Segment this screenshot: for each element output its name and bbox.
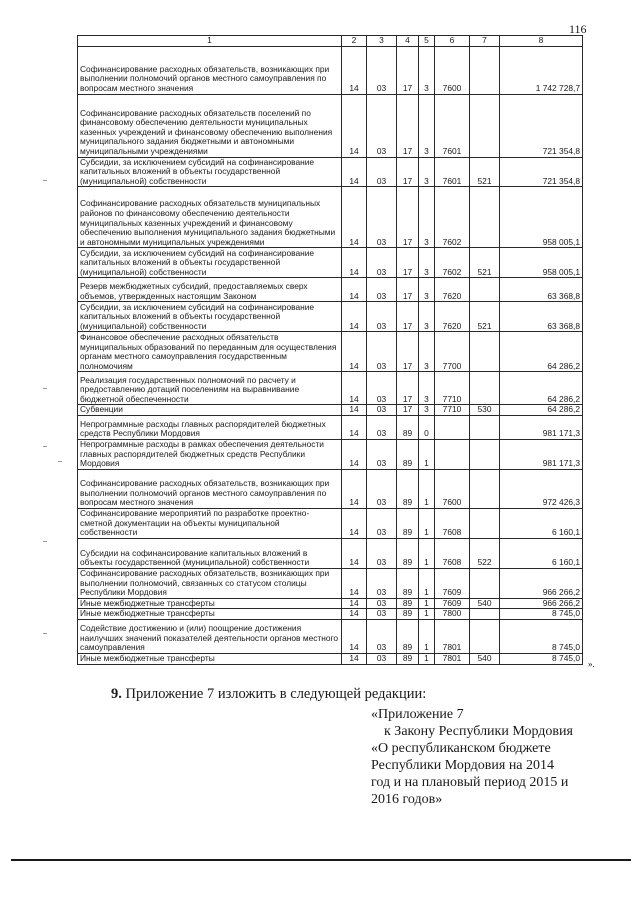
amount-cell: 981 171,3: [500, 439, 583, 469]
code-cell: 14: [342, 94, 367, 157]
code-cell: [470, 332, 500, 372]
code-cell: 03: [367, 508, 397, 538]
code-cell: 03: [367, 94, 397, 157]
row-description: Софинансирование расходных обязательств, возникающих при выполнении полномочий органов местного самоуправления по вопросам местного значения: [78, 469, 342, 508]
row-description: Субсидии, за исключением субсидий на софинансирование капитальных вложений в объекты государственной (муниципальной) собственности: [78, 302, 342, 332]
amount-cell: 972 426,3: [500, 469, 583, 508]
closing-quote: ».: [588, 659, 595, 669]
code-cell: [470, 94, 500, 157]
column-header: 3: [367, 36, 397, 47]
code-cell: 3: [419, 278, 435, 302]
table-header-row: [78, 36, 583, 47]
code-cell: [470, 568, 500, 598]
code-cell: 03: [367, 372, 397, 405]
code-cell: 14: [342, 439, 367, 469]
code-cell: 14: [342, 598, 367, 609]
row-description: Иные межбюджетные трансферты: [78, 598, 342, 609]
table-row: [78, 508, 583, 538]
code-cell: 03: [367, 248, 397, 278]
code-cell: 14: [342, 248, 367, 278]
table-row: [78, 568, 583, 598]
code-cell: 89: [397, 439, 419, 469]
code-cell: 3: [419, 248, 435, 278]
code-cell: [470, 372, 500, 405]
code-cell: 540: [470, 598, 500, 609]
code-cell: 03: [367, 609, 397, 620]
code-cell: 521: [470, 302, 500, 332]
code-cell: 89: [397, 469, 419, 508]
instruction-paragraph: [111, 686, 426, 703]
table-row: [78, 187, 583, 248]
code-cell: 3: [419, 372, 435, 405]
code-cell: 14: [342, 372, 367, 405]
margin-mark: [43, 541, 47, 542]
code-cell: 03: [367, 598, 397, 609]
code-cell: 89: [397, 415, 419, 439]
code-cell: 03: [367, 538, 397, 568]
code-cell: 540: [470, 653, 500, 664]
code-cell: 03: [367, 405, 397, 416]
bottom-rule: [11, 859, 631, 861]
margin-mark: [43, 633, 47, 634]
amount-cell: 64 286,2: [500, 332, 583, 372]
code-cell: [470, 278, 500, 302]
amount-cell: 63 368,8: [500, 278, 583, 302]
code-cell: 14: [342, 415, 367, 439]
appendix-line: «О республиканском бюджете: [371, 741, 551, 756]
code-cell: 1: [419, 598, 435, 609]
appendix-line: Республики Мордовия на 2014: [371, 758, 555, 773]
code-cell: 7800: [435, 609, 470, 620]
code-cell: [435, 439, 470, 469]
code-cell: 14: [342, 332, 367, 372]
code-cell: 17: [397, 278, 419, 302]
margin-mark: [43, 180, 47, 181]
appendix-heading: [371, 706, 621, 808]
row-description: Содействие достижению и (или) поощрение достижения наилучших значений показателей деятельности органов местного самоуправления: [78, 619, 342, 653]
table-row: [78, 469, 583, 508]
amount-cell: 6 160,1: [500, 508, 583, 538]
code-cell: 89: [397, 653, 419, 664]
page-number: 116: [569, 22, 587, 36]
code-cell: [470, 415, 500, 439]
code-cell: 14: [342, 619, 367, 653]
code-cell: 17: [397, 46, 419, 94]
amount-cell: 966 266,2: [500, 568, 583, 598]
amount-cell: 721 354,8: [500, 94, 583, 157]
code-cell: [470, 439, 500, 469]
row-description: Иные межбюджетные трансферты: [78, 653, 342, 664]
column-header: 1: [78, 36, 342, 47]
code-cell: 7600: [435, 46, 470, 94]
table-row: [78, 157, 583, 187]
table-row: [78, 415, 583, 439]
code-cell: 03: [367, 653, 397, 664]
code-cell: 17: [397, 94, 419, 157]
amount-cell: 8 745,0: [500, 619, 583, 653]
code-cell: 7602: [435, 248, 470, 278]
table-row: [78, 278, 583, 302]
amount-cell: 6 160,1: [500, 538, 583, 568]
code-cell: 521: [470, 157, 500, 187]
code-cell: 7620: [435, 278, 470, 302]
row-description: Субсидии на софинансирование капитальных вложений в объекты государственной (муниципальной) собственности: [78, 538, 342, 568]
code-cell: 14: [342, 302, 367, 332]
code-cell: 7710: [435, 372, 470, 405]
code-cell: 521: [470, 248, 500, 278]
code-cell: 89: [397, 598, 419, 609]
code-cell: 3: [419, 46, 435, 94]
code-cell: 7608: [435, 508, 470, 538]
code-cell: 89: [397, 619, 419, 653]
appendix-line: к Закону Республики Мордовия: [384, 724, 573, 739]
code-cell: 89: [397, 568, 419, 598]
table-row: [78, 439, 583, 469]
code-cell: 17: [397, 332, 419, 372]
row-description: Субвенции: [78, 405, 342, 416]
amount-cell: 64 286,2: [500, 405, 583, 416]
code-cell: 03: [367, 469, 397, 508]
code-cell: 14: [342, 46, 367, 94]
code-cell: 89: [397, 508, 419, 538]
table-row: [78, 538, 583, 568]
row-description: Непрограммные расходы главных распорядителей бюджетных средств Республики Мордовия: [78, 415, 342, 439]
row-description: Софинансирование расходных обязательств поселений по финансовому обеспечению деятельности муниципальных казенных учреждений и финансовому обеспечению выполнения муниципального задания бюджетными и автономными муниципальными учреждениями: [78, 94, 342, 157]
code-cell: 03: [367, 157, 397, 187]
code-cell: [470, 619, 500, 653]
code-cell: [470, 609, 500, 620]
code-cell: 522: [470, 538, 500, 568]
code-cell: 530: [470, 405, 500, 416]
code-cell: 1: [419, 609, 435, 620]
row-description: Иные межбюджетные трансферты: [78, 609, 342, 620]
code-cell: 14: [342, 568, 367, 598]
code-cell: 3: [419, 157, 435, 187]
code-cell: 03: [367, 619, 397, 653]
code-cell: 17: [397, 248, 419, 278]
code-cell: 1: [419, 653, 435, 664]
table-row: [78, 372, 583, 405]
code-cell: 14: [342, 405, 367, 416]
table-row: [78, 46, 583, 94]
code-cell: 0: [419, 415, 435, 439]
row-description: Реализация государственных полномочий по расчету и предоставлению дотаций поселениям на выравнивание бюджетной обеспеченности: [78, 372, 342, 405]
code-cell: 7601: [435, 157, 470, 187]
code-cell: 17: [397, 405, 419, 416]
table-row: [78, 248, 583, 278]
margin-mark: [58, 461, 62, 462]
code-cell: 89: [397, 538, 419, 568]
row-description: Софинансирование расходных обязательств, возникающих при выполнении полномочий, связанных со статусом столицы Республики Мордовия: [78, 568, 342, 598]
code-cell: 14: [342, 609, 367, 620]
code-cell: 7609: [435, 598, 470, 609]
code-cell: 03: [367, 568, 397, 598]
row-description: Непрограммные расходы в рамках обеспечения деятельности главных распорядителей бюджетных средств Республики Мордовия: [78, 439, 342, 469]
code-cell: 03: [367, 46, 397, 94]
code-cell: 7801: [435, 653, 470, 664]
code-cell: 14: [342, 187, 367, 248]
amount-cell: 966 266,2: [500, 598, 583, 609]
code-cell: 7608: [435, 538, 470, 568]
table-row: [78, 653, 583, 664]
budget-table: [77, 35, 583, 665]
column-header: 2: [342, 36, 367, 47]
code-cell: 14: [342, 508, 367, 538]
appendix-line: год и на плановый период 2015 и: [371, 775, 569, 790]
code-cell: 7700: [435, 332, 470, 372]
code-cell: 1: [419, 439, 435, 469]
code-cell: 14: [342, 157, 367, 187]
code-cell: 03: [367, 187, 397, 248]
row-description: Софинансирование расходных обязательств муниципальных районов по финансовому обеспечению деятельности муниципальных казенных учреждений и финансовому обеспечению выполнения муниципального задания бюджетными и автономными муниципальных учреждениями: [78, 187, 342, 248]
code-cell: 7601: [435, 94, 470, 157]
appendix-title: «Приложение 7: [371, 707, 464, 722]
column-header: 4: [397, 36, 419, 47]
table-body: [78, 46, 583, 664]
code-cell: 7710: [435, 405, 470, 416]
code-cell: 03: [367, 278, 397, 302]
table-row: [78, 609, 583, 620]
code-cell: 17: [397, 157, 419, 187]
code-cell: 03: [367, 302, 397, 332]
code-cell: 1: [419, 568, 435, 598]
code-cell: 7600: [435, 469, 470, 508]
code-cell: 3: [419, 187, 435, 248]
code-cell: 14: [342, 278, 367, 302]
column-header: 5: [419, 36, 435, 47]
code-cell: 14: [342, 653, 367, 664]
table-row: [78, 302, 583, 332]
code-cell: [470, 46, 500, 94]
margin-mark: [43, 446, 47, 447]
instruction-text: Приложение 7 изложить в следующей редакции:: [125, 686, 427, 702]
column-header: 8: [500, 36, 583, 47]
amount-cell: 958 005,1: [500, 187, 583, 248]
code-cell: 3: [419, 302, 435, 332]
amount-cell: 8 745,0: [500, 609, 583, 620]
code-cell: 1: [419, 469, 435, 508]
table-row: [78, 598, 583, 609]
row-description: Софинансирование расходных обязательств, возникающих при выполнении полномочий органов местного самоуправления по вопросам местного значения: [78, 46, 342, 94]
code-cell: 7602: [435, 187, 470, 248]
code-cell: [470, 187, 500, 248]
code-cell: 7609: [435, 568, 470, 598]
margin-mark: [43, 388, 47, 389]
code-cell: 17: [397, 372, 419, 405]
code-cell: 17: [397, 302, 419, 332]
instruction-number: 9.: [111, 686, 122, 702]
code-cell: 03: [367, 439, 397, 469]
code-cell: 03: [367, 332, 397, 372]
code-cell: 03: [367, 415, 397, 439]
row-description: Резерв межбюджетных субсидий, предоставляемых сверх объемов, утвержденных настоящим Законом: [78, 278, 342, 302]
code-cell: 3: [419, 405, 435, 416]
table-row: [78, 405, 583, 416]
amount-cell: 1 742 728,7: [500, 46, 583, 94]
code-cell: [470, 508, 500, 538]
code-cell: 3: [419, 94, 435, 157]
row-description: Софинансирование мероприятий по разработке проектно-сметной документации на объекты муниципальной собственности: [78, 508, 342, 538]
appendix-line: 2016 годов»: [371, 792, 443, 807]
row-description: Субсидии, за исключением субсидий на софинансирование капитальных вложений в объекты государственной (муниципальной) собственности: [78, 248, 342, 278]
code-cell: 17: [397, 187, 419, 248]
code-cell: 14: [342, 469, 367, 508]
amount-cell: 981 171,3: [500, 415, 583, 439]
table-row: [78, 94, 583, 157]
row-description: Финансовое обеспечение расходных обязательств муниципальных образований по переданным для осуществления органам местного самоуправления государственным полномочиям: [78, 332, 342, 372]
column-header: 6: [435, 36, 470, 47]
code-cell: 14: [342, 538, 367, 568]
code-cell: 1: [419, 538, 435, 568]
amount-cell: 8 745,0: [500, 653, 583, 664]
amount-cell: 64 286,2: [500, 372, 583, 405]
table-row: [78, 332, 583, 372]
column-header: 7: [470, 36, 500, 47]
code-cell: 1: [419, 508, 435, 538]
code-cell: 89: [397, 609, 419, 620]
amount-cell: 958 005,1: [500, 248, 583, 278]
table-row: [78, 619, 583, 653]
code-cell: [435, 415, 470, 439]
code-cell: 7801: [435, 619, 470, 653]
amount-cell: 721 354,8: [500, 157, 583, 187]
code-cell: [470, 469, 500, 508]
row-description: Субсидии, за исключением субсидий на софинансирование капитальных вложений в объекты государственной (муниципальной) собственности: [78, 157, 342, 187]
code-cell: 3: [419, 332, 435, 372]
code-cell: 7620: [435, 302, 470, 332]
amount-cell: 63 368,8: [500, 302, 583, 332]
code-cell: 1: [419, 619, 435, 653]
